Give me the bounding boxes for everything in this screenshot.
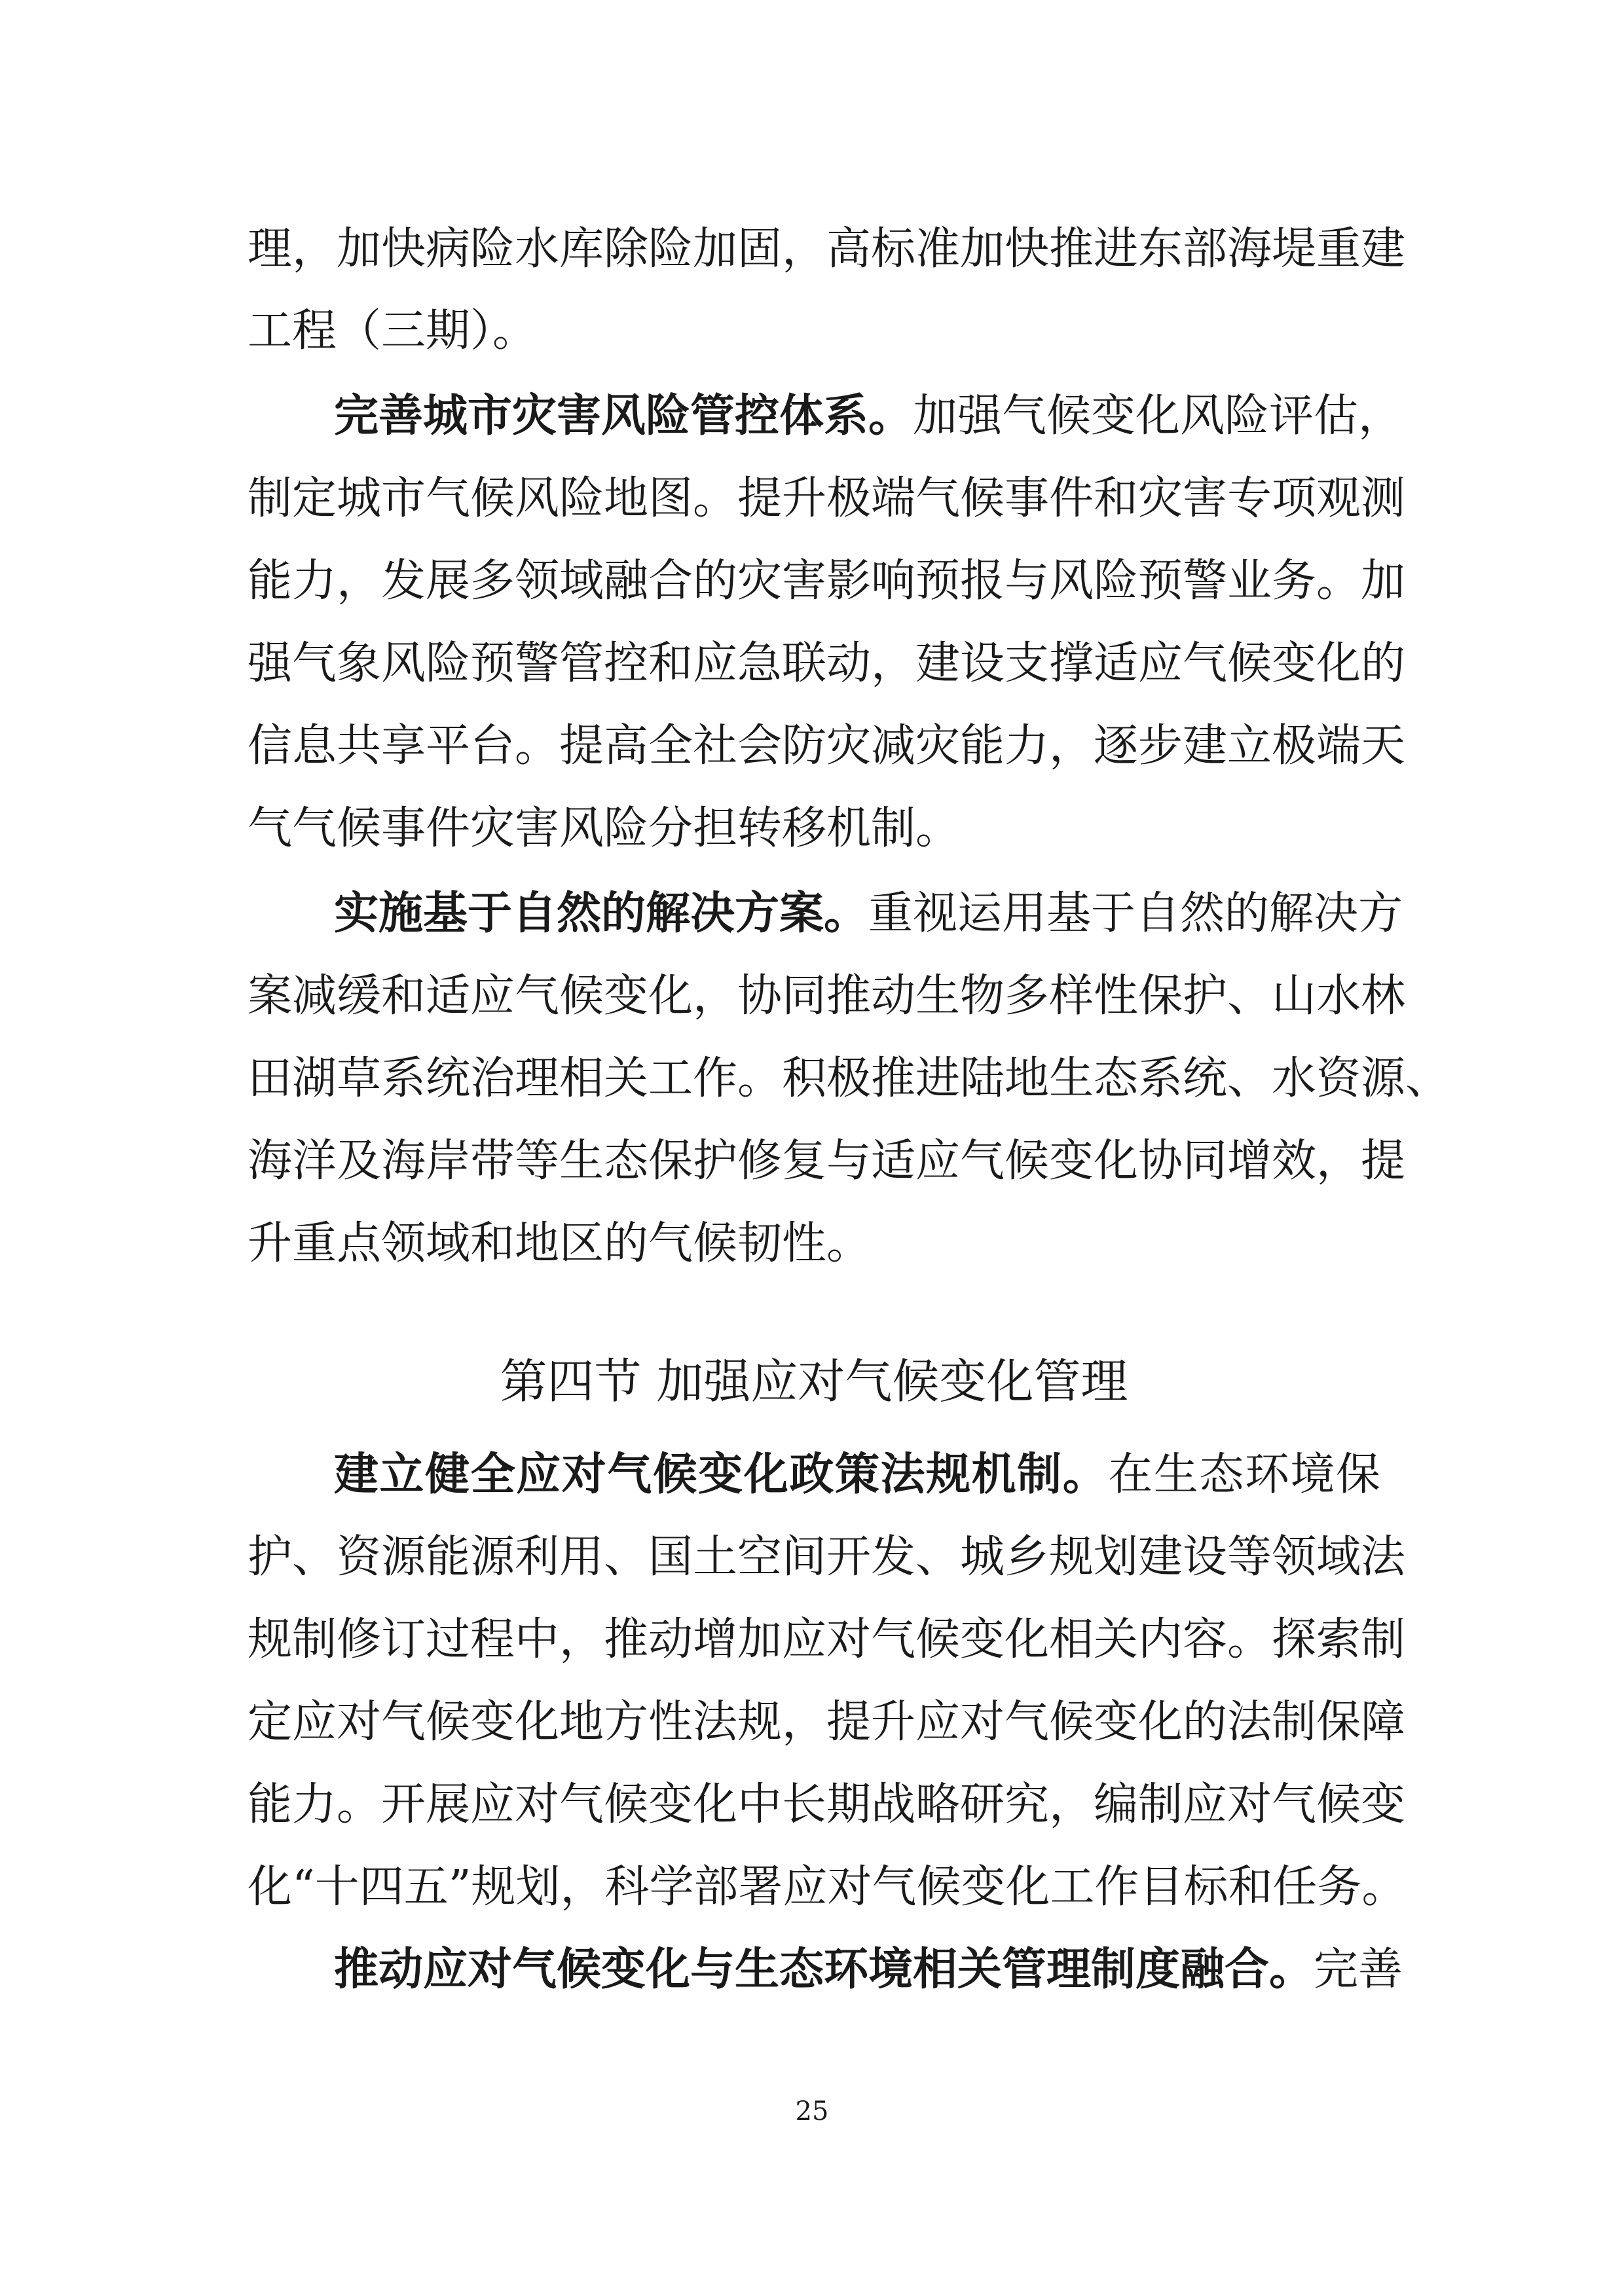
paragraph-bold-lead: 建立健全应对气候变化政策法规机制。	[334, 1448, 1109, 1501]
paragraph-line: 能力，发展多领域融合的灾害影响预报与风险预警业务。加	[248, 555, 1406, 607]
paragraph-bold-lead: 推动应对气候变化与生态环境相关管理制度融合。	[334, 1943, 1314, 1995]
paragraph-line: 能力。开展应对气候变化中长期战略研究，编制应对气候变	[248, 1779, 1406, 1831]
paragraph-first-line	[334, 1434, 1380, 1516]
paragraph-line: 强气象风险预警管控和应急联动，建设支撑适应气候变化的	[248, 638, 1406, 689]
section-heading: 第四节 加强应对气候变化管理	[500, 1354, 1128, 1409]
paragraph-line: 化“十四五”规划，科学部署应对气候变化工作目标和任务。	[248, 1861, 1407, 1913]
paragraph-bold-lead: 完善城市灾害风险管控体系。	[334, 390, 913, 442]
paragraph-line: 工程（三期）。	[248, 305, 538, 357]
paragraph-line: 信息共享平台。提高全社会防灾减灾能力，逐步建立极端天	[248, 720, 1406, 772]
page-number: 25	[795, 2096, 829, 2126]
paragraph-line: 气气候事件灾害风险分担转移机制。	[248, 803, 961, 854]
paragraph-line: 田湖草系统治理相关工作。积极推进陆地生态系统、水资源、	[248, 1053, 1450, 1104]
paragraph-line: 案减缓和适应气候变化，协同推动生物多样性保护、山水林	[248, 970, 1406, 1022]
paragraph-line: 理，加快病险水库除险加固，高标准加快推进东部海堤重建	[248, 223, 1406, 275]
paragraph-line: 定应对气候变化地方性法规，提升应对气候变化的法制保障	[248, 1696, 1406, 1748]
paragraph-text: 完善	[1314, 1944, 1403, 1995]
paragraph-bold-lead: 实施基于自然的解决方案。	[334, 887, 869, 939]
paragraph-text: 重视运用基于自然的解决方	[868, 888, 1403, 939]
paragraph-line: 制定城市气候风险地图。提升极端气候事件和灾害专项观测	[248, 473, 1406, 524]
paragraph-line: 升重点领域和地区的气候韧性。	[248, 1218, 872, 1269]
paragraph-first-line	[334, 375, 1403, 457]
paragraph-first-line	[334, 873, 1403, 955]
paragraph-line: 护、资源能源利用、国土空间开发、城乡规划建设等领域法	[248, 1531, 1406, 1583]
paragraph-first-line	[334, 1929, 1403, 2011]
paragraph-line: 海洋及海岸带等生态保护修复与适应气候变化协同增效，提	[248, 1135, 1406, 1187]
paragraph-text: 加强气候变化风险评估，	[913, 390, 1403, 442]
paragraph-line: 规制修订过程中，推动增加应对气候变化相关内容。探索制	[248, 1614, 1406, 1666]
paragraph-text: 在生态环境保	[1108, 1449, 1380, 1501]
